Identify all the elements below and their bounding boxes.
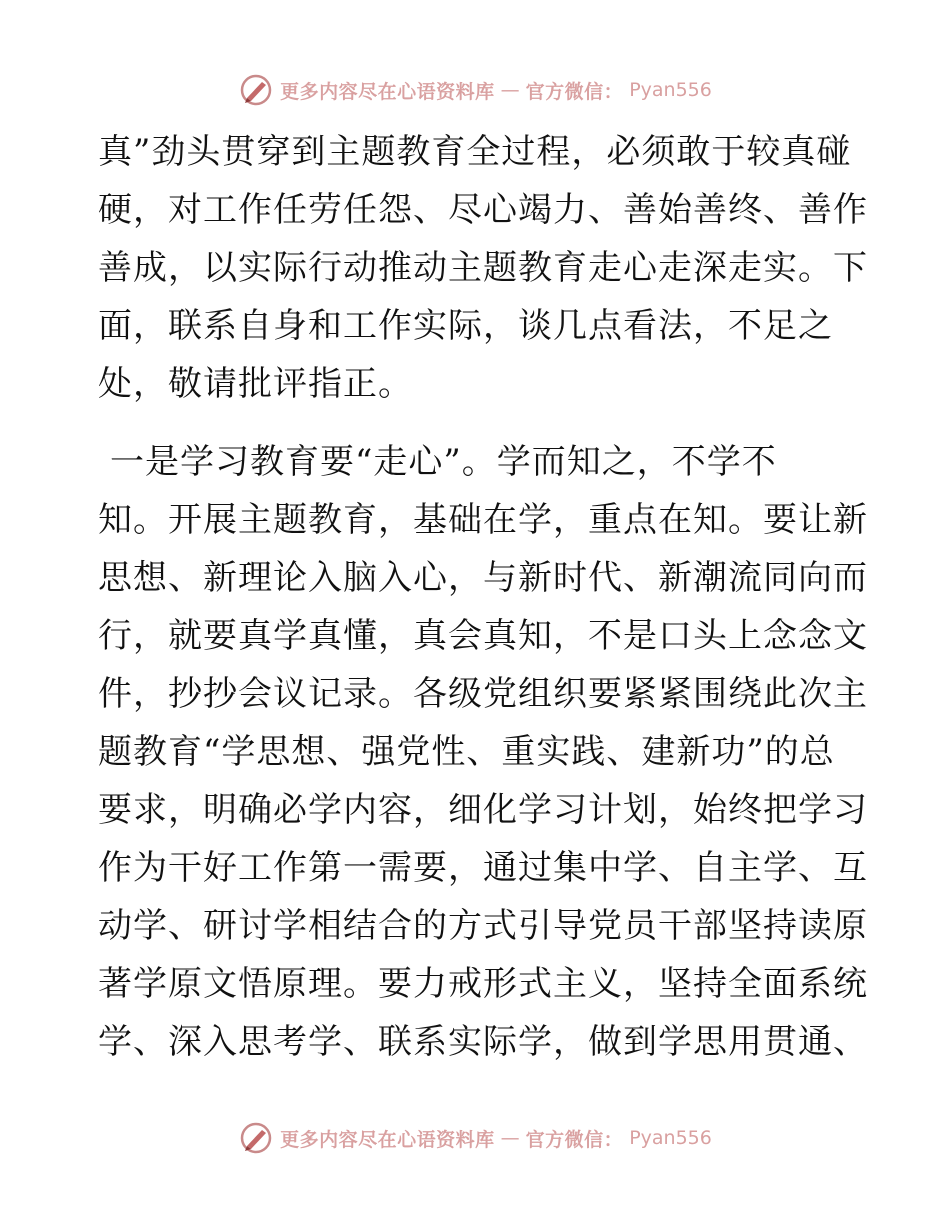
paragraph-gap [98,413,858,433]
watermark-official-text: 官方微信： [525,80,624,103]
watermark-wechat-id: Pyan556 [629,1127,712,1149]
pen-logo-icon [238,1120,274,1156]
watermark-wechat-id: Pyan556 [629,79,712,101]
text-line: 动学、研讨学相结合的方式引导党员干部坚持读原 [98,906,868,946]
text-line: 一是学习教育要“走心”。学而知之，不学不 [110,442,777,482]
text-line: 思想、新理论入脑入心，与新时代、新潮流同向而 [98,558,868,598]
pen-logo-icon [238,72,274,108]
text-line: 题教育“学思想、强党性、重实践、建新功”的总 [98,732,835,772]
text-line: 处，敬请批评指正。 [98,364,413,404]
watermark-site-text: 更多内容尽在心语资料库 [280,1128,495,1151]
paragraph-point-one [98,433,868,1071]
footer-watermark [0,1118,950,1158]
text-line: 真”劲头贯穿到主题教育全过程，必须敢于较真碰 [98,132,852,172]
text-line: 善成，以实际行动推动主题教育走心走深走实。下 [98,248,868,288]
text-line: 要求，明确必学内容，细化学习计划，始终把学习 [98,790,868,830]
watermark-separator: — [500,79,520,101]
text-line: 学、深入思考学、联系实际学，做到学思用贯通、 [98,1022,868,1062]
text-line: 著学原文悟原理。要力戒形式主义，坚持全面系统 [98,964,868,1004]
watermark-site-text: 更多内容尽在心语资料库 [280,80,495,103]
header-watermark [0,70,950,110]
watermark-separator: — [500,1127,520,1149]
text-line: 件，抄抄会议记录。各级党组织要紧紧围绕此次主 [98,674,868,714]
paragraph-intro [98,123,868,413]
text-line: 作为干好工作第一需要，通过集中学、自主学、互 [98,848,868,888]
watermark-official-text: 官方微信： [525,1128,624,1151]
text-line: 行，就要真学真懂，真会真知，不是口头上念念文 [98,616,868,656]
text-line: 硬，对工作任劳任怨、尽心竭力、善始善终、善作 [98,190,868,230]
document-body [98,123,868,1071]
text-line: 面，联系自身和工作实际，谈几点看法，不足之 [98,306,833,346]
text-line: 知。开展主题教育，基础在学，重点在知。要让新 [98,500,868,540]
